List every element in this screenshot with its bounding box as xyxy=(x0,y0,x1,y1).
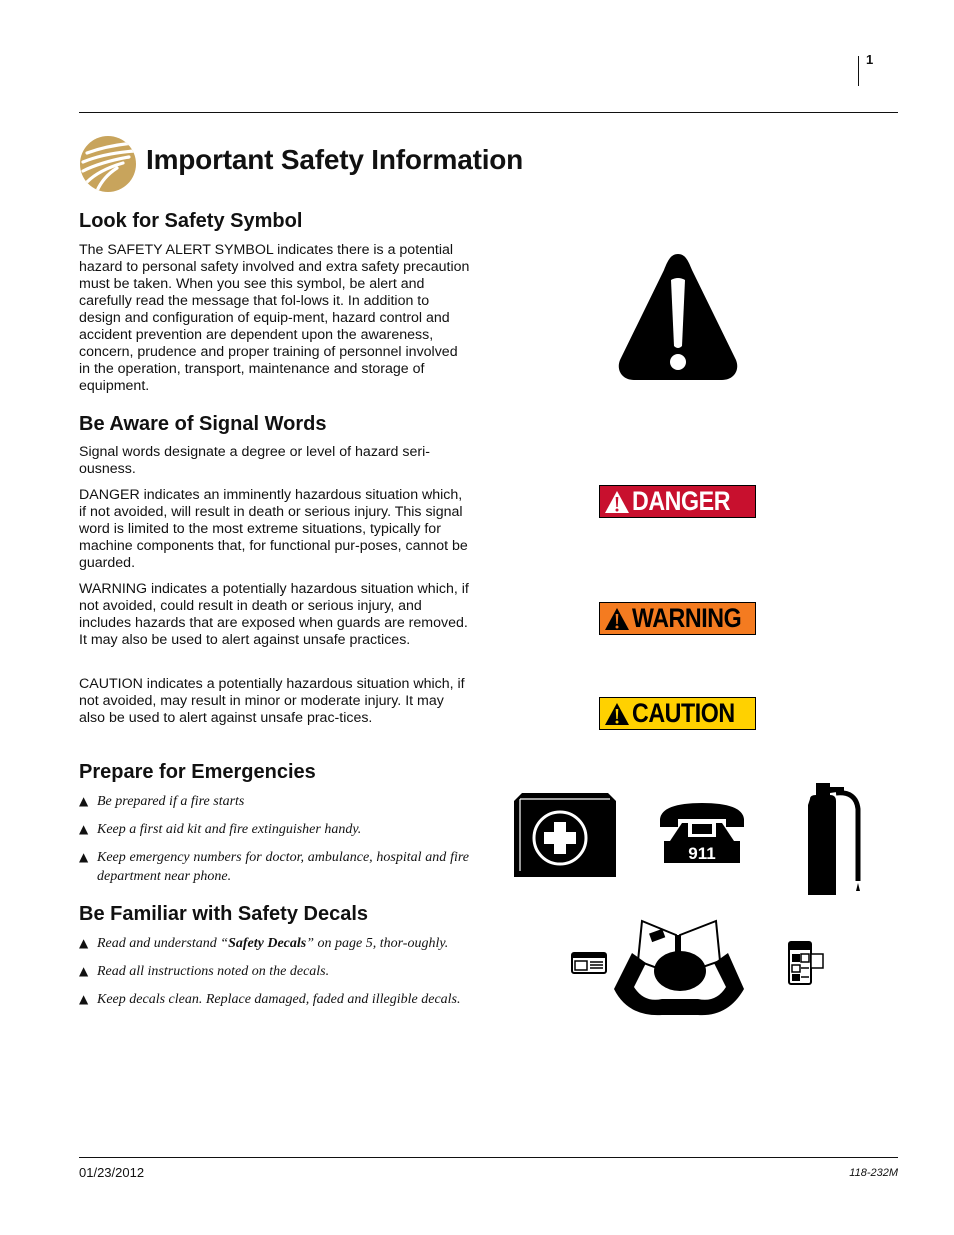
telephone-icon xyxy=(658,797,746,865)
first-aid-kit-icon xyxy=(512,791,618,879)
danger-label: DANGER xyxy=(632,486,731,516)
decals-list xyxy=(79,934,469,1018)
bottom-rule xyxy=(79,1157,898,1158)
bullet-triangle-icon: ▲ xyxy=(79,794,89,808)
bullet-triangle-icon: ▲ xyxy=(79,964,89,978)
page-number: 1 xyxy=(866,52,874,67)
warning-label: WARNING xyxy=(632,603,742,633)
warning-signal-panel xyxy=(599,602,756,635)
footer-doc-code: 118-232M xyxy=(849,1167,898,1179)
bullet-triangle-icon: ▲ xyxy=(79,936,89,950)
footer-date: 01/23/2012 xyxy=(79,1165,145,1180)
list-item: ▲ Be prepared if a fire starts xyxy=(79,794,245,809)
emergencies-list xyxy=(79,792,469,895)
list-item: ▲ Read and understand “Safety Decals” on page 5, thor-oughly. xyxy=(79,936,449,951)
alert-triangle-icon xyxy=(604,490,630,514)
bullet-triangle-icon: ▲ xyxy=(79,992,89,1006)
list-item: ▲ Keep a first aid kit and fire extinguisher handy. xyxy=(79,822,362,837)
brand-logo-icon xyxy=(79,135,137,193)
danger-description: DANGER indicates an imminently hazardous situation which, if not avoided, will result in death or serious injury. This signal word is limited to the most extreme situations, typically for machine components that, for functional pur-poses, cannot be guarded. xyxy=(79,487,468,571)
phone-number-label: 911 xyxy=(688,844,716,863)
list-item: ▲ Keep emergency numbers for doctor, ambulance, hospital and fire department near phone. xyxy=(79,850,469,884)
signal-words-intro: Signal words designate a degree or level of hazard seri-ousness. xyxy=(79,444,430,477)
caution-description: CAUTION indicates a potentially hazardous situation which, if not avoided, may result in minor or moderate injury. It may also be used to alert against unsafe prac-tices. xyxy=(79,676,465,726)
safety-alert-icon xyxy=(616,250,740,382)
safety-decals-reference: Safety Decals xyxy=(228,936,307,951)
list-item: ▲ Read all instructions noted on the decals. xyxy=(79,964,330,979)
section-heading-safety-decals: Be Familiar with Safety Decals xyxy=(79,903,369,925)
section-heading-emergencies: Prepare for Emergencies xyxy=(79,761,316,783)
warning-description: WARNING indicates a potentially hazardous situation which, if not avoided, could result in death or serious injury, and includes hazards that are exposed when guards are removed. It may also be used to alert against unsafe practices. xyxy=(79,581,469,648)
caution-signal-panel xyxy=(599,697,756,730)
danger-signal-panel xyxy=(599,485,756,518)
section-heading-safety-symbol: Look for Safety Symbol xyxy=(79,210,303,232)
alert-triangle-icon xyxy=(604,702,630,726)
fire-extinguisher-icon xyxy=(800,781,866,897)
page-title: Important Safety Information xyxy=(146,144,524,175)
person-reading-manual-icon xyxy=(606,913,756,1017)
bullet-triangle-icon: ▲ xyxy=(79,850,89,864)
decal-icon xyxy=(787,940,827,986)
section-heading-signal-words: Be Aware of Signal Words xyxy=(79,413,327,435)
header-divider xyxy=(858,56,859,86)
caution-label: CAUTION xyxy=(632,698,735,728)
safety-symbol-text: The SAFETY ALERT SYMBOL indicates there is a potential hazard to personal safety involved and extra safety precaution must be taken. When you see this symbol, be alert and carefully read the message that fol-lows it. In addition to design and configuration of equip-ment, hazard control and accident prevention are dependent upon the awareness, concern, prudence and proper training of personnel involved in the operation, transport, maintenance and storage of equipment. xyxy=(79,242,470,394)
top-rule xyxy=(79,112,898,113)
bullet-triangle-icon: ▲ xyxy=(79,822,89,836)
alert-triangle-icon xyxy=(604,607,630,631)
list-item: ▲ Keep decals clean. Replace damaged, faded and illegible decals. xyxy=(79,992,461,1007)
decal-icon xyxy=(571,952,607,974)
